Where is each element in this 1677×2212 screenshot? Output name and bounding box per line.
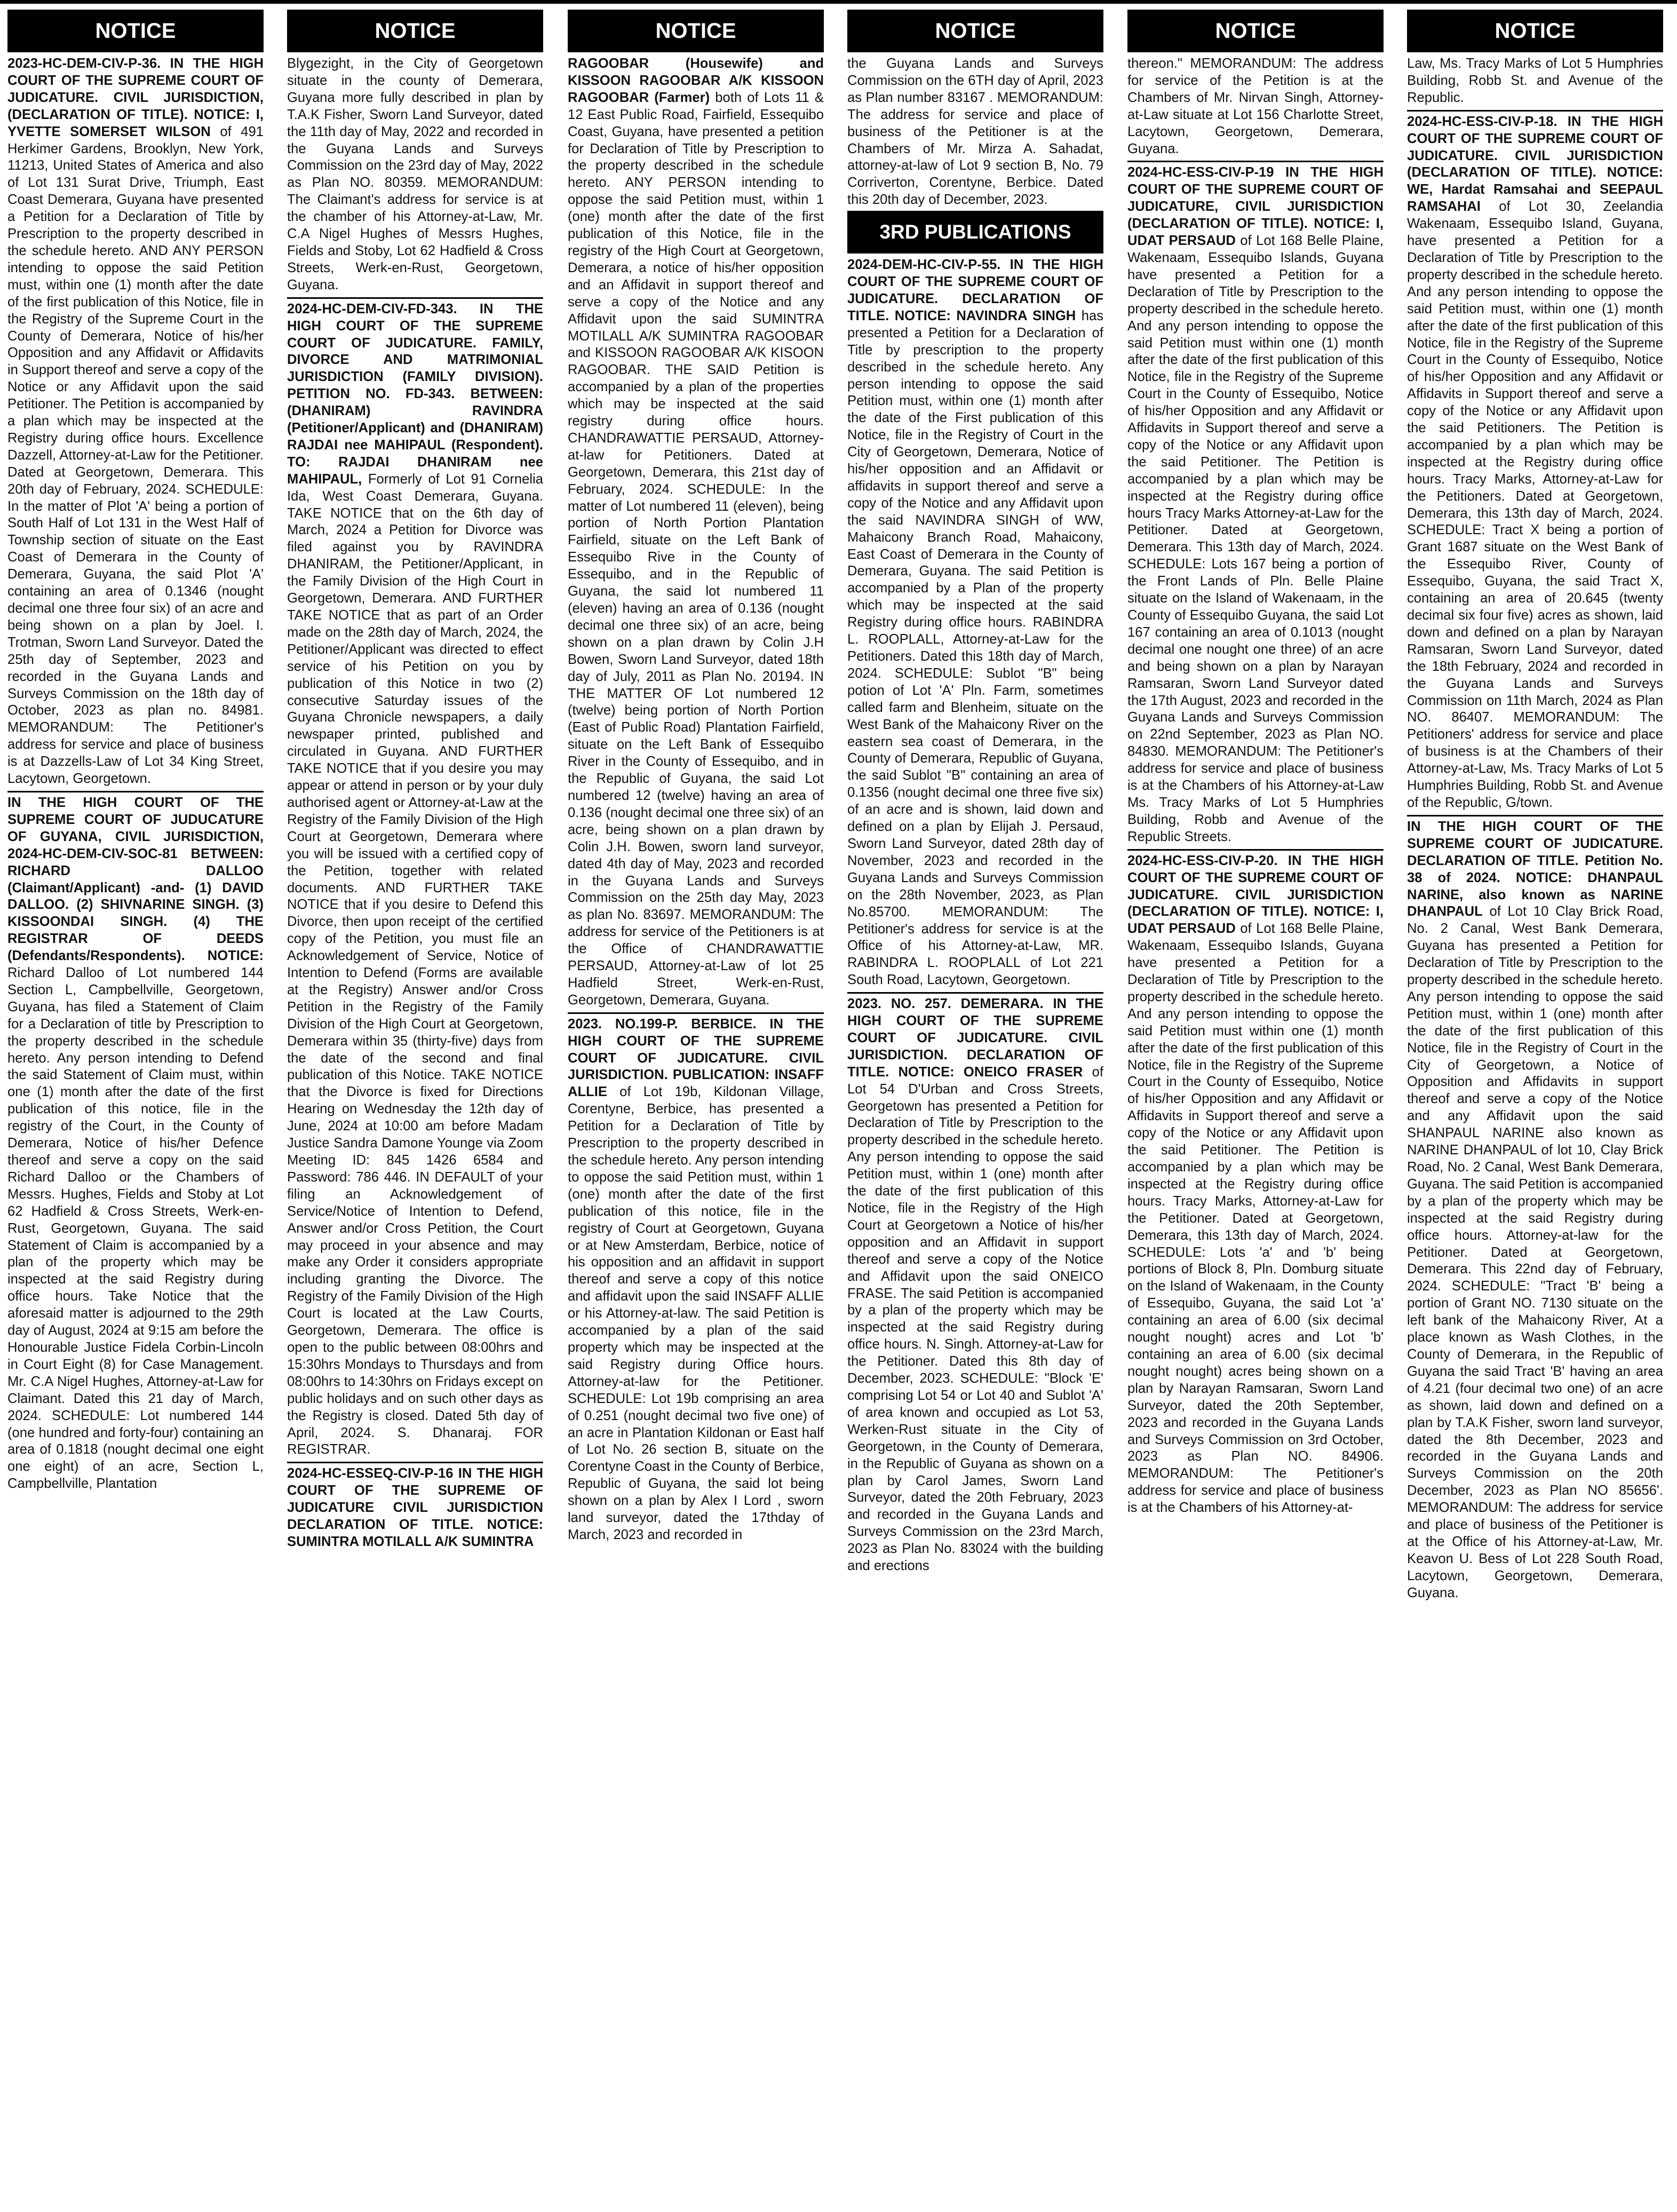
notice-body: the Guyana Lands and Surveys Commission on the 6TH day of April, 2023 as Plan number 83167 . MEMORANDUM: The address for service and place of business of the Petitioner is at the Chambers of Mr. Mirza A. Sahadat, attorney-at-law of Lot 9 section B, No. 79 Corriverton, Corentyne, Berbice. Dated this 20th day of December, 2023. <box>847 56 1103 208</box>
notice-body: thereon." MEMORANDUM: The address for service of the Petition is at the Chambers of Mr. Nirvan Singh, Attorney-at-Law situate at Lot 156 Charlotte Street, Lacytown, Georgetown, Demerara, Guyana. <box>1127 56 1384 156</box>
notice <box>287 1462 543 1551</box>
notice-heading: 2023-HC-DEM-CIV-P-36. IN THE HIGH COURT OF THE SUPREME COURT OF JUDICATURE. CIVIL JURISDICTION, (DECLARATION OF TITLE). NOTICE: I, YVETTE SOMERSET WILSON <box>7 56 264 139</box>
column-header: NOTICE <box>847 10 1103 52</box>
notice-heading: 2023. NO. 257. DEMERARA. IN THE HIGH COURT OF THE SUPREME COURT OF JUDICATURE. CIVIL JURISDICTION. DECLARATION OF TITLE. NOTICE: ONEICO FRASER <box>847 996 1103 1080</box>
notice-body: of Lot 30, Zeelandia Wakenaam, Essequibo Island, Guyana, have presented a Petition for a Declaration of Title by Prescription to the property described in the schedule hereto. And any person intending to oppose the said Petition must, within one (1) month after the date of the first publication of this Notice, file in the Registry of the Supreme Court in the County of Essequibo, Notice of his/her Opposition and any Affidavit or Affidavits in Support thereof and serve a copy of the Notice or any Affidavit upon the said Petitioners. The Petition is accompanied by a plan which may be inspected at the Registry during office hours. Tracy Marks, Attorney-at-Law for the Petitioners. Dated at Georgetown, Demerara, this 13th day of March, 2024. SCHEDULE: Tract X being a portion of Grant 1687 situate on the West Bank of the Essequibo River, County of Essequibo, Guyana, the said Tract X, containing an area of 20.645 (twenty decimal six four five) acres as shown, laid down and defined on a plan by Narayan Ramsaran, Sworn Land Surveyor, dated the 18th February, 2024 and recorded in the Guyana Lands and Surveys Commission on 11th March, 2024 as Plan NO. 86407. MEMORANDUM: The Petitioners' address for service and place of business is at the Chambers of their Attorney-at-Law, Ms. Tracy Marks of Lot 5 Humphries Building, Robb St. and Avenue of the Republic, G/town. <box>1407 199 1663 810</box>
section-header-3rd-publications: 3RD PUBLICATIONS <box>847 211 1103 253</box>
notice-continued <box>1127 56 1384 157</box>
notice-continued <box>847 56 1103 209</box>
column-2 <box>287 10 543 2203</box>
notice-heading: 2024-HC-ESS-CIV-P-18. IN THE HIGH COURT OF THE SUPREME COURT OF JUDICATURE. CIVIL JURISDICTION (DECLARATION OF TITLE). NOTICE: WE, Hardat Ramsahai and SEEPAUL RAMSAHAI <box>1407 114 1663 215</box>
column-6 <box>1407 10 1663 2203</box>
notice-body: of 491 Herkimer Gardens, Brooklyn, New York, 11213, United States of America and also of Lot 131 Surat Drive, Triumph, East Coast Demerara, Guyana have presented a Petition for a Declaration of Title by Prescription to the property described in the schedule hereto. AND ANY PERSON intending to oppose the said Petition must, within one (1) month after the date of the first publication of this Notice, file in the Registry of the Supreme Court in the County of Demerara, Notice of his/her Opposition and any Affidavit or Affidavits in Support thereof and serve a copy of the Notice or any Affidavit upon the said Petitioner. The Petition is accompanied by a plan which may be inspected at the Registry during office hours. Excellence Dazzell, Attorney-at-Law for the Petitioner. Dated at Georgetown, Demerara. This 20th day of February, 2024. SCHEDULE: In the matter of Plot 'A' being a portion of South Half of Lot 131 in the West Half of Township section of situate on the East Coast of Demerara in the County of Demerara, Guyana, the said Plot 'A' containing an area of 0.1346 (nought decimal one three four six) of an acre and being shown on a plan by Joel. I. Trotman, Sworn Land Surveyor. Dated the 25th day of September, 2023 and recorded in the Guyana Lands and Surveys Commission on the 18th day of October, 2023 as plan no. 84981. MEMORANDUM: The Petitioner's address for service and place of business is at Dazzells-Law of Lot 34 King Street, Lacytown, Georgetown. <box>7 124 264 787</box>
notice-heading: 2024-HC-ESS-CIV-P-20. IN THE HIGH COURT OF THE SUPREME COURT OF JUDICATURE. CIVIL JURISDICTION (DECLARATION OF TITLE). NOTICE: I, UDAT PERSAUD <box>1127 853 1384 937</box>
column-4 <box>847 10 1103 2203</box>
column-header: NOTICE <box>568 10 824 52</box>
notice-body: both of Lots 11 & 12 East Public Road, Fairfield, Essequibo Coast, Guyana, have presented a petition for Declaration of Title by Prescription to the property described in the schedule hereto. ANY PERSON intending to oppose the said Petition must, within 1 (one) month after the date of the first publication of this Notice, file in the registry of the High Court at Georgetown, Demerara, a notice of his/her opposition and an Affidavit in support thereof and serve a copy of the Notice and any Affidavit upon the said SUMINTRA MOTILALL A/K SUMINTRA RAGOOBAR and KISSOON RAGOOBAR A/K KISOON RAGOOBAR. THE SAID Petition is accompanied by a plan of the properties which may be inspected at the said registry during office hours. CHANDRAWATTIE PERSAUD, Attorney-at-law for Petitioners. Dated at Georgetown, Demerara, this 21st day of February, 2024. SCHEDULE: In the matter of Lot numbered 11 (eleven), being portion of North Portion Plantation Fairfield, situate on the Left Bank of Essequibo Rive in the County of Essequibo, and in the Republic of Guyana, the said lot numbered 11 (eleven) having an area of 0.136 (nought decimal one three six) of an acre, being shown on a plan drawn by Colin J.H Bowen, Sworn Land Surveyor, dated 18th day of July, 2011 as Plan No. 20194. IN THE MATTER OF Lot numbered 12 (twelve) being portion of North Portion (East of Public Road) Plantation Fairfield, situate on the Left Bank of Essequibo River in the County of Essequibo, and in the Republic of Guyana, the said Lot numbered 12 (twelve) having an area of 0.136 (nought decimal one three six) of an acre, being shown on a plan drawn by Colin J.H. Bowen, sworn land surveyor, dated 4th day of May, 2023 and recorded in the Guyana Lands and Surveys Commission on the 25th day May, 2023 as plan No. 83697. MEMORANDUM: The address for service of the Petitioners is at the Office of CHANDRAWATTIE PERSAUD, Attorney-at-Law of lot 25 Hadfield Street, Werk-en-Rust, Georgetown, Demerara, Guyana. <box>568 90 824 1008</box>
notice-body: Law, Ms. Tracy Marks of Lot 5 Humphries Building, Robb St. and Avenue of the Republic. <box>1407 56 1663 105</box>
column-header: NOTICE <box>1407 10 1663 52</box>
notice-heading: 2024-HC-ESSEQ-CIV-P-16 IN THE HIGH COURT OF THE SUPREME OF JUDICATURE CIVIL JURISDICTION DECLARATION OF TITLE. NOTICE: SUMINTRA MOTILALL A/K SUMINTRA <box>287 1466 543 1549</box>
notice <box>1407 110 1663 812</box>
top-rule <box>0 0 1677 4</box>
notice-body: Richard Dalloo of Lot numbered 144 Section L, Campbellville, Georgetown, Guyana, has filed a Statement of Claim for a Declaration of title by Prescription to the property described in the schedule hereto. Any person intending to Defend the said Statement of Claim must, within one (1) month after the date of the first publication of this notice, file in the registry of the Court, in the County of Demerara, Notice of his/her Defence thereof and serve a copy on the said Richard Dalloo or the Chambers of Messrs. Hughes, Fields and Stoby at Lot 62 Hadfield & Cross Streets, Werk-en-Rust, Georgetown, Guyana. The said Statement of Claim is accompanied by a plan of the property which may be inspected at the said Registry during office hours. Take Notice that the aforesaid matter is adjourned to the 29th day of August, 2024 at 9:15 am before the Honourable Justice Fidela Corbin-Lincoln in Court Eight (8) for Case Management. Mr. C.A Nigel Hughes, Attorney-at-Law for Claimant. Dated this 21 day of March, 2024. SCHEDULE: Lot numbered 144 (one hundred and forty-four) containing an area of 0.1818 (nought decimal one eight one eight) of an acre, Section L, Campbellville, Plantation <box>7 965 264 1492</box>
notice-heading: 2023. NO.199-P. BERBICE. IN THE HIGH COURT OF THE SUPREME COURT OF JUDICATURE. CIVIL JURISDICTION. PUBLICATION: INSAFF ALLIE <box>568 1016 824 1100</box>
notice <box>847 992 1103 1575</box>
notice-heading: 2024-DEM-HC-CIV-P-55. IN THE HIGH COURT OF THE SUPREME COURT OF JUDICATURE. DECLARATION OF TITLE. NOTICE: NAVINDRA SINGH <box>847 257 1103 323</box>
notice-heading: IN THE HIGH COURT OF THE SUPREME COURT OF JUDUCATURE OF GUYANA, CIVIL JURISDICTION, 2024-HC-DEM-CIV-SOC-81 BETWEEN: RICHARD DALLOO (Claimant/Applicant) -and- (1) DAVID DALLOO. (2) SHIVNARINE SINGH. (3) KISSOONDAI SINGH. (4) THE REGISTRAR OF DEEDS (Defendants/Respondents). NOTICE: <box>7 795 264 964</box>
column-header: NOTICE <box>7 10 264 52</box>
notice <box>7 56 264 788</box>
notice <box>287 297 543 1459</box>
notice-heading: RAGOOBAR (Housewife) and KISSOON RAGOOBAR A/K KISSOON RAGOOBAR (Farmer) <box>568 56 824 105</box>
notice-heading: IN THE HIGH COURT OF THE SUPREME COURT OF JUDICATURE. DECLARATION OF TITLE. Petition No. 38 of 2024. NOTICE: DHANPAUL NARINE, also known as NARINE DHANPAUL <box>1407 819 1663 919</box>
notice-continued <box>568 56 824 1009</box>
notice-heading: 2024-HC-ESS-CIV-P-19 IN THE HIGH COURT OF THE SUPREME COURT OF JUDICATURE, CIVIL JURISDICTION (DECLARATION OF TITLE). NOTICE: I, UDAT PERSAUD <box>1127 165 1384 249</box>
notice-body: of Lot 10 Clay Brick Road, No. 2 Canal, West Bank Demerara, Guyana has presented a Petition for Declaration of Title by Prescription to the property described in the schedule hereto. Any person intending to oppose the said Petition must, within 1 (one) month after the date of the first publication of this Notice, file in the Registry of Court in the City of Georgetown, a Notice of Opposition and Affidavits in support thereof and serve a copy of the Notice and any Affidavit upon the said SHANPAUL NARINE also known as NARINE DHANPAUL of lot 10, Clay Brick Road, No. 2 Canal, West Bank Demerara, Guyana. The said Petition is accompanied by a plan of the property which may be inspected at the said Registry during office hours. Attorney-at-law for the Petitioner. Dated at Georgetown, Demerara. This 22nd day of February, 2024. SCHEDULE: "Tract 'B' being a portion of Grant NO. 7130 situate on the left bank of the Mahaicony River, At a place known as Wash Clothes, in the County of Demerara, in the Republic of Guyana the said Tract 'B' having an area of 4.21 (four decimal two one) of an acre as shown, laid down and defined on a plan by T.A.K Fisher, sworn land surveyor, dated the 8th December, 2023 and recorded in the Guyana Lands and Surveys Commission on the 20th December, 2023 as Plan NO 85656'. MEMORANDUM: The address for service and place of business of the Petitioner is at the Office of his Attorney-at-Law, Mr. Keavon U. Bess of Lot 228 South Road, Lacytown, Georgetown, Demerara, Guyana. <box>1407 904 1663 1600</box>
notice-body: of Lot 168 Belle Plaine, Wakenaam, Essequibo Islands, Guyana have presented a Petition for a Declaration of Title by Prescription to the property described in the schedule hereto. And any person intending to oppose the said Petition must within one (1) month after the date of the first publication of this Notice, file in the Registry of the Supreme Court in the County of Essequibo, Notice of his/her Opposition and any Affidavit or Affidavits in Support thereof and serve a copy of the Notice or any Affidavit upon the said Petitioner. The Petition is accompanied by a plan which may be inspected at the Registry during office hours Tracy Marks Attorney-at-Law for the Petitioner. Dated at Georgetown, Demerara. This 13th day of March, 2024. SCHEDULE: Lots 167 being a portion of the Front Lands of Pln. Belle Plaine situate on the Island of Wakenaam, in the County of Essequibo Guyana, the said Lot 167 containing an area of 0.1013 (nought decimal one nought one three) of an acre and being shown on a plan by Narayan Ramsaran, Sworn Land Surveyor dated the 17th August, 2023 and recorded in the Guyana Lands and Surveys Commission on 22nd September, 2023 as Plan NO. 84830. MEMORANDUM: The Petitioner's address for service and place of business is at the Chambers of his Attorney-at-Law Ms. Tracy Marks of Lot 5 Humphries Building, Robb and Avenue of the Republic Streets. <box>1127 233 1384 844</box>
column-1 <box>7 10 264 2203</box>
notice-body: of Lot 54 D'Urban and Cross Streets, Georgetown has presented a Petition for Declaration of Title by Prescription to the property described in the schedule hereto. Any person intending to oppose the said Petition must, within 1 (one) month after the date of the first publication of this Notice, file in the Registry of the High Court at Georgetown a Notice of his/her opposition and an Affidavit in support thereof and serve a copy of the Notice and Affidavit upon the said ONEICO FRASE. The said Petition is accompanied by a plan of the property which may be inspected at the said Registry during office hours. N. Singh. Attorney-at-Law for the Petitioner. Dated this 8th day of December, 2023. SCHEDULE: "Block 'E' comprising Lot 54 or Lot 40 and Sublot 'A' of area known and occupied as Lot 53, Werken-Rust situate in the City of Georgetown, in the County of Demerara, in the Republic of Guyana as shown on a plan by Carol James, Sworn Land Surveyor, dated the 20th February, 2023 and recorded in the Guyana Lands and Surveys Commission on the 23rd March, 2023 as Plan No. 83024 with the building and erections <box>847 1064 1103 1574</box>
notice-continued <box>1407 56 1663 107</box>
notice <box>1127 849 1384 1517</box>
notice-body: has presented a Petition for a Declaration of Title by prescription to the property described in the schedule hereto. Any person intending to oppose the said Petition must, within one (1) month after the date of the First publication of this Notice, file in the Registry of Court in the City of Georgetown, Demerara, Notice of his/her opposition and an Affidavit or affidavits in support thereof and serve a copy of the Notice and any Affidavit upon the said NAVINDRA SINGH of WW, Mahaicony Branch Road, Mahaicony, East Coast of Demerara in the County of Demerara, Guyana. The said Petition is accompanied by a Plan of the property which may be inspected at the said Registry during office hours. RABINDRA L. ROOPLALL, Attorney-at-Law for the Petitioners. Dated this 18th day of March, 2024. SCHEDULE: Sublot "B" being potion of Lot 'A' Pln. Farm, sometimes called farm and Blenheim, situate on the West Bank of the Mahaicony River on the eastern sea coast of Demerara, in the County of Demerara, Republic of Guyana, the said Sublot "B" containing an area of 0.1356 (nought decimal one three five six) of an acre and is shown, laid down and defined on a plan by Elijah J. Persaud, Sworn Land Surveyor, dated 28th day of November, 2023 and recorded in the Guyana Lands and Surveys Commission on the 28th November, 2023, as Plan No.85700. MEMORANDUM: The Petitioner's address for service is at the Office of his Attorney-at-Law, MR. RABINDRA L. ROOPLALL of Lot 221 South Road, Lacytown, Georgetown. <box>847 308 1103 988</box>
notice-continued <box>287 56 543 294</box>
notice <box>847 257 1103 989</box>
notice-heading: 2024-HC-DEM-CIV-FD-343. IN THE HIGH COURT OF THE SUPREME COURT OF JUDICATURE. FAMILY, DIVORCE AND MATRIMONIAL JURISDICTION (FAMILY DIVISION). PETITION NO. FD-343. BETWEEN: (DHANIRAM) RAVINDRA (Petitioner/Applicant) and (DHANIRAM) RAJDAI nee MAHIPAUL (Respondent). TO: RAJDAI DHANIRAM nee MAHIPAUL, <box>287 301 543 487</box>
notice <box>1127 161 1384 845</box>
column-5 <box>1127 10 1384 2203</box>
column-3 <box>568 10 824 2203</box>
column-header: NOTICE <box>1127 10 1384 52</box>
notice-body: of Lot 19b, Kildonan Village, Corentyne, Berbice, has presented a Petition for a Declaration of Title by Prescription to the property described in the schedule hereto. Any person intending to oppose the said Petition must, within 1 (one) month after the date of the first publication of this notice, file in the registry of Court at Georgetown, Guyana or at New Amsterdam, Berbice, notice of his opposition and an affidavit in support thereof and serve a copy of this notice and affidavit upon the said INSAFF ALLIE or his Attorney-at-law. The said Petition is accompanied by a plan of the said property which may be inspected at the said Registry during Office hours. Attorney-at-law for the Petitioner. SCHEDULE: Lot 19b comprising an area of 0.251 (nought decimal two five one) of an acre in Plantation Kildonan or East half of Lot No. 26 section B, situate on the Corentyne Coast in the County of Berbice, Republic of Guyana, the said lot being shown on a plan by Alex I Lord , sworn land surveyor, dated the 17thday of March, 2023 and recorded in <box>568 1084 824 1542</box>
notice-body: of Lot 168 Belle Plaine, Wakenaam, Essequibo Islands, Guyana have presented a Petition for a Declaration of Title by Prescription to the property described in the schedule hereto. And any person intending to oppose the said Petition must within one (1) month after the date of the first publication of this Notice, file in the Registry of the Supreme Court in the County of Essequibo, Notice of his/her Opposition and any Affidavit or Affidavits in Support thereof and serve a copy of the Notice or any Affidavit upon the said Petitioner. The Petition is accompanied by a plan which may be inspected at the Registry during office hours. Tracy Marks, Attorney-at-Law for the Petitioner. Dated at Georgetown, Demerara, this 13th day of March, 2024. SCHEDULE: Lots 'a' and 'b' being portions of Block 8, Pln. Domburg situate on the Island of Wakenaam, in the County of Essequibo, Guyana, the said Lot 'a' containing an area of 6.00 (six decimal nought nought) acres and Lot 'b' containing an area of 6.00 (six decimal nought nought) acres being shown on a plan by Narayan Ramsaran, Sworn Land Surveyor, dated the 20th September, 2023 and recorded in the Guyana Lands and Surveys Commission on 3rd October, 2023 as Plan NO. 84906. MEMORANDUM: The Petitioner's address for service and place of business is at the Chambers of his Attorney-at- <box>1127 921 1384 1516</box>
notice <box>568 1012 824 1544</box>
column-header: NOTICE <box>287 10 543 52</box>
notice <box>1407 815 1663 1602</box>
notice-body: Formerly of Lot 91 Cornelia Ida, West Coast Demerara, Guyana. TAKE NOTICE that on the 6th day of March, 2024 a Petition for Divorce was filed against you by RAVINDRA DHANIRAM, the Petitioner/Applicant, in the Family Division of the High Court in Georgetown, Demerara. AND FURTHER TAKE NOTICE that as part of an Order made on the 28th day of March, 2024, the Petitioner/Applicant was directed to effect service of his Petition on you by publication of this Notice in two (2) consecutive Saturday issues of the Guyana Chronicle newspapers, a daily newspaper printed, published and circulated in Guyana. AND FURTHER TAKE NOTICE that if you desire you may appear or attend in person or by your duly authorised agent or Attorney-at-Law at the Registry of the Family Division of the High Court at Georgetown, Demerara where you will be issued with a certified copy of the Petition, together with related documents. AND FURTHER TAKE NOTICE that if you desire to Defend this Divorce, then upon receipt of the certified copy of the Petition, you must file an Acknowledgement of Service, Notice of Intention to Defend (Forms are available at the Registry) Answer and/or Cross Petition in the Registry of the Family Division of the High Court at Georgetown, Demerara within 35 (thirty-five) days from the date of the second and final publication of this Notice. TAKE NOTICE that the Divorce is fixed for Directions Hearing on Wednesday the 12th day of June, 2024 at 10:00 am before Madam Justice Sandra Damone Younge via Zoom Meeting ID: 845 1426 6584 and Password: 786 446. IN DEFAULT of your filing an Acknowledgement of Service/Notice of Intention to Defend, Answer and/or Cross Petition, the Court may proceed in your absence and may make any Order it considers appropriate including granting the Divorce. The Registry of the Family Division of the High Court is located at the Law Courts, Georgetown, Demerara. The office is open to the public between 08:00hrs and 15:30hrs Mondays to Thursdays and from 08:00hrs to 14:30hrs on Fridays except on public holidays and on such other days as the Registry is closed. Dated 5th day of April, 2024. S. Dhanaraj. FOR REGISTRAR. <box>287 471 543 1457</box>
notice <box>7 791 264 1493</box>
notice-body: Blygezight, in the City of Georgetown situate in the county of Demerara, Guyana more fully described in plan by T.A.K Fisher, Sworn Land Surveyor, dated the 11th day of May, 2022 and recorded in the Guyana Lands and Surveys Commission on the 23rd day of May, 2022 as Plan NO. 80359. MEMORANDUM: The Claimant's address for service is at the chamber of his Attorney-at-Law, Mr. C.A Nigel Hughes of Messrs Hughes, Fields and Stoby, Lot 62 Hadfield & Cross Streets, Werk-en-Rust, Georgetown, Guyana. <box>287 56 543 292</box>
